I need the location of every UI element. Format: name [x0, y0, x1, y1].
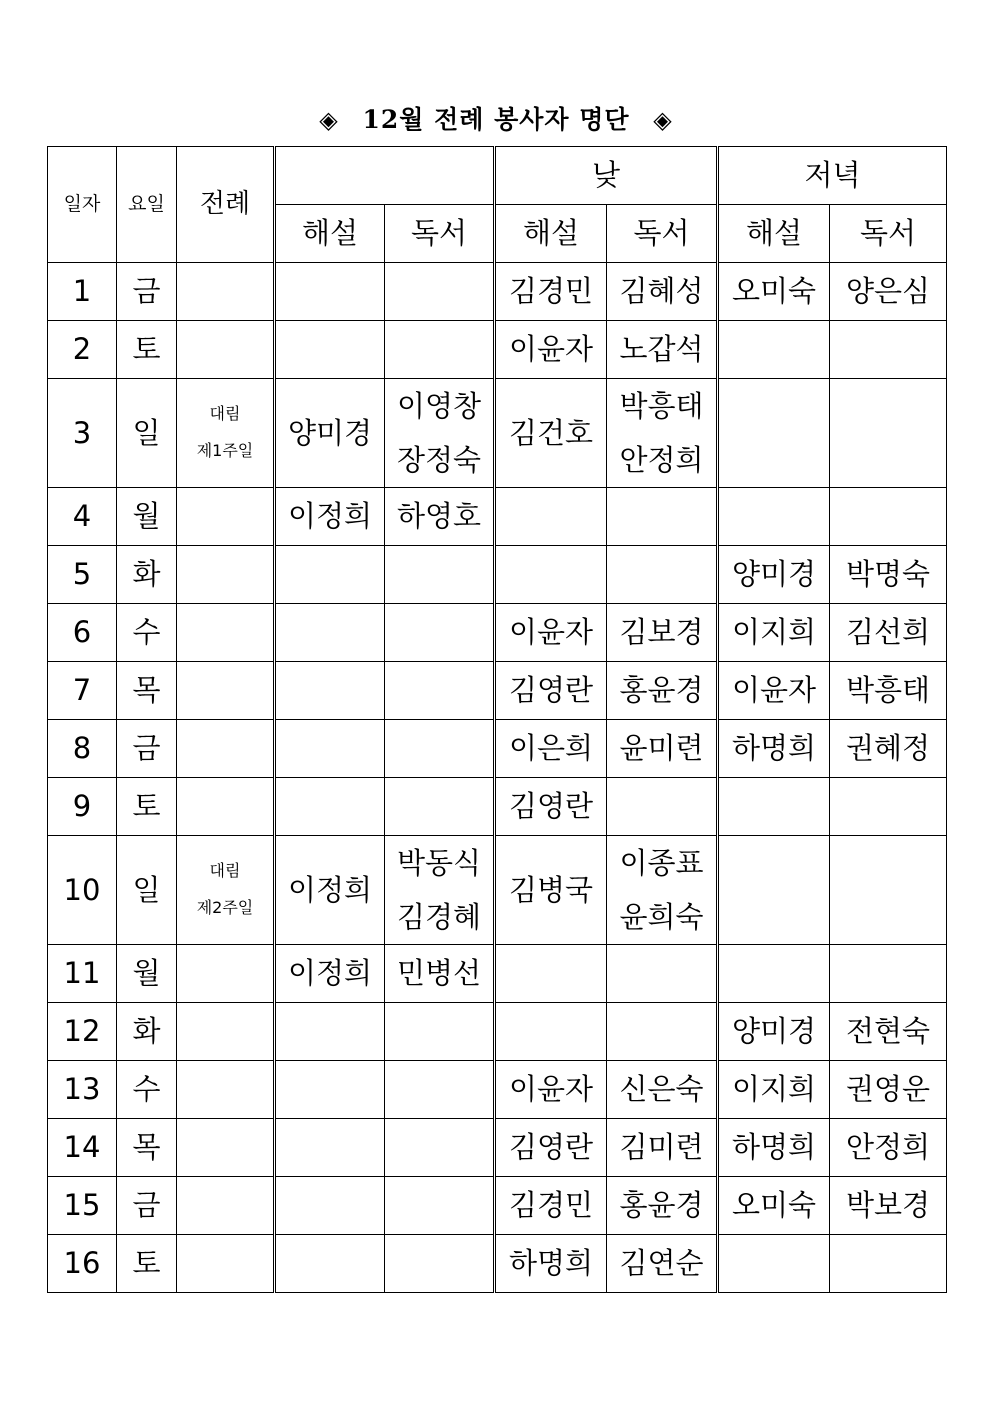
cell-day-reading: 윤미련: [607, 720, 718, 778]
cell-day: 15: [48, 1177, 117, 1235]
cell-day: 1: [48, 263, 117, 321]
cell-line: 김경혜: [396, 900, 482, 934]
cell-day-reading: [607, 778, 718, 836]
cell-liturgy: [177, 321, 275, 379]
cell-day-reading: [607, 488, 718, 546]
cell-evening-reading: 안정희: [830, 1119, 947, 1177]
cell-weekday: 토: [117, 1235, 177, 1293]
cell-weekday: 금: [117, 1177, 177, 1235]
cell-liturgy-reading: [385, 1235, 495, 1293]
cell-weekday: 월: [117, 945, 177, 1003]
cell-liturgy-reading: [385, 778, 495, 836]
diamond-marker-left: ◈: [319, 106, 339, 134]
cell-liturgy-commentary: [275, 604, 385, 662]
header-commentary: 해설: [495, 205, 607, 263]
cell-day-commentary: 김영란: [495, 662, 607, 720]
cell-evening-reading: [830, 945, 947, 1003]
cell-liturgy-reading: [385, 836, 495, 945]
header-daytime: 낮: [495, 147, 718, 205]
cell-liturgy-commentary: 이정희: [275, 836, 385, 945]
cell-liturgy-commentary: [275, 1177, 385, 1235]
cell-liturgy: [177, 720, 275, 778]
cell-evening-commentary: [718, 778, 830, 836]
cell-day-reading: [607, 836, 718, 945]
cell-liturgy-commentary: [275, 321, 385, 379]
cell-day: 4: [48, 488, 117, 546]
cell-evening-reading: [830, 488, 947, 546]
cell-evening-commentary: [718, 321, 830, 379]
cell-evening-reading: [830, 321, 947, 379]
cell-day: 12: [48, 1003, 117, 1061]
cell-liturgy-commentary: [275, 546, 385, 604]
cell-day: 5: [48, 546, 117, 604]
cell-liturgy: [177, 1235, 275, 1293]
cell-day-reading: 노갑석: [607, 321, 718, 379]
cell-liturgy-commentary: [275, 1119, 385, 1177]
cell-weekday: 목: [117, 662, 177, 720]
cell-line: 윤희숙: [619, 900, 704, 934]
table-row: [48, 488, 947, 546]
cell-weekday: 화: [117, 546, 177, 604]
cell-liturgy-reading: [385, 604, 495, 662]
cell-line: 제2주일: [196, 898, 254, 917]
cell-day-reading: 김연순: [607, 1235, 718, 1293]
cell-day-reading: 신은숙: [607, 1061, 718, 1119]
cell-day-commentary: 김영란: [495, 1119, 607, 1177]
cell-liturgy: [177, 1003, 275, 1061]
cell-weekday: 수: [117, 604, 177, 662]
cell-line: 박흥태: [619, 389, 704, 423]
cell-evening-reading: 권혜정: [830, 720, 947, 778]
cell-evening-reading: 박흥태: [830, 662, 947, 720]
cell-day: 14: [48, 1119, 117, 1177]
table-row: [48, 945, 947, 1003]
cell-liturgy-commentary: 이정희: [275, 488, 385, 546]
cell-day-commentary: 이은희: [495, 720, 607, 778]
cell-evening-commentary: 오미숙: [718, 1177, 830, 1235]
cell-evening-commentary: 오미숙: [718, 263, 830, 321]
header-reading: 독서: [830, 205, 947, 263]
cell-day: 16: [48, 1235, 117, 1293]
cell-evening-reading: 권영운: [830, 1061, 947, 1119]
table-row: [48, 321, 947, 379]
cell-day-reading: 김보경: [607, 604, 718, 662]
cell-line: 제1주일: [196, 441, 254, 460]
cell-day: 9: [48, 778, 117, 836]
cell-liturgy: [177, 662, 275, 720]
header-reading: 독서: [385, 205, 495, 263]
cell-liturgy: [177, 778, 275, 836]
cell-day: 11: [48, 945, 117, 1003]
cell-evening-reading: 양은심: [830, 263, 947, 321]
cell-day-commentary: 김경민: [495, 1177, 607, 1235]
cell-day-commentary: 하명희: [495, 1235, 607, 1293]
cell-line: 장정숙: [396, 443, 482, 477]
cell-day: 8: [48, 720, 117, 778]
cell-liturgy: [177, 488, 275, 546]
cell-liturgy: [177, 1177, 275, 1235]
cell-evening-commentary: [718, 379, 830, 488]
cell-liturgy: [177, 546, 275, 604]
cell-day-commentary: 이윤자: [495, 604, 607, 662]
cell-day-reading: 김혜성: [607, 263, 718, 321]
cell-weekday: 금: [117, 720, 177, 778]
cell-day-commentary: 김경민: [495, 263, 607, 321]
cell-evening-commentary: 양미경: [718, 1003, 830, 1061]
cell-line: 이종표: [619, 846, 704, 880]
cell-liturgy: [177, 945, 275, 1003]
cell-line: 대림: [209, 404, 241, 424]
cell-day: 3: [48, 379, 117, 488]
diamond-marker-right: ◈: [653, 106, 673, 134]
cell-liturgy-commentary: [275, 263, 385, 321]
cell-evening-reading: [830, 836, 947, 945]
cell-weekday: 토: [117, 778, 177, 836]
cell-line: 이영창: [396, 389, 482, 423]
cell-liturgy-reading: [385, 1177, 495, 1235]
cell-evening-reading: [830, 1235, 947, 1293]
header-commentary: 해설: [275, 205, 385, 263]
cell-evening-reading: 김선희: [830, 604, 947, 662]
table-row: [48, 662, 947, 720]
roster-table: [47, 146, 947, 1293]
cell-liturgy-commentary: [275, 1003, 385, 1061]
table-row: [48, 836, 947, 945]
cell-liturgy-reading: [385, 1119, 495, 1177]
cell-day-reading: [607, 945, 718, 1003]
cell-evening-commentary: 이지희: [718, 604, 830, 662]
table-row: [48, 546, 947, 604]
table-row: [48, 604, 947, 662]
cell-evening-commentary: [718, 1235, 830, 1293]
cell-evening-commentary: 양미경: [718, 546, 830, 604]
cell-weekday: 수: [117, 1061, 177, 1119]
cell-day: 13: [48, 1061, 117, 1119]
cell-day: 10: [48, 836, 117, 945]
table-row: [48, 1177, 947, 1235]
cell-evening-commentary: [718, 945, 830, 1003]
table-row: [48, 379, 947, 488]
cell-evening-reading: [830, 379, 947, 488]
cell-evening-commentary: 하명희: [718, 720, 830, 778]
cell-liturgy: [177, 1119, 275, 1177]
cell-day-commentary: [495, 945, 607, 1003]
header-evening: 저녁: [718, 147, 947, 205]
table-row: [48, 1061, 947, 1119]
cell-weekday: 토: [117, 321, 177, 379]
cell-line: 안정희: [619, 443, 704, 477]
cell-liturgy-commentary: [275, 662, 385, 720]
cell-day-reading: 홍윤경: [607, 1177, 718, 1235]
cell-liturgy-reading: [385, 662, 495, 720]
cell-day-commentary: [495, 488, 607, 546]
cell-evening-reading: 전현숙: [830, 1003, 947, 1061]
cell-liturgy-reading: 민병선: [385, 945, 495, 1003]
cell-liturgy: [177, 836, 275, 945]
title-text: 12월 전례 봉사자 명단: [362, 105, 630, 134]
cell-liturgy: [177, 604, 275, 662]
cell-weekday: 금: [117, 263, 177, 321]
table-row: [48, 1235, 947, 1293]
cell-liturgy-reading: [385, 263, 495, 321]
cell-day-reading: 김미련: [607, 1119, 718, 1177]
cell-liturgy-reading: 하영호: [385, 488, 495, 546]
cell-evening-reading: [830, 778, 947, 836]
cell-evening-commentary: 하명희: [718, 1119, 830, 1177]
header-day: 일자: [48, 147, 117, 263]
table-row: [48, 778, 947, 836]
cell-liturgy: [177, 379, 275, 488]
cell-day-commentary: [495, 1003, 607, 1061]
cell-weekday: 월: [117, 488, 177, 546]
cell-day-commentary: 이윤자: [495, 1061, 607, 1119]
cell-evening-commentary: [718, 836, 830, 945]
cell-evening-reading: 박보경: [830, 1177, 947, 1235]
cell-day-commentary: [495, 546, 607, 604]
cell-liturgy-reading: [385, 321, 495, 379]
cell-day: 6: [48, 604, 117, 662]
cell-weekday: 일: [117, 836, 177, 945]
cell-liturgy-reading: [385, 379, 495, 488]
cell-liturgy-reading: [385, 720, 495, 778]
cell-evening-commentary: 이지희: [718, 1061, 830, 1119]
table-row: [48, 1003, 947, 1061]
cell-line: 박동식: [396, 846, 482, 880]
cell-weekday: 목: [117, 1119, 177, 1177]
page-title: [0, 100, 992, 136]
cell-evening-commentary: 이윤자: [718, 662, 830, 720]
cell-day-commentary: 김영란: [495, 778, 607, 836]
cell-evening-reading: 박명숙: [830, 546, 947, 604]
cell-day-reading: [607, 1003, 718, 1061]
cell-liturgy: [177, 263, 275, 321]
cell-liturgy-commentary: [275, 1061, 385, 1119]
cell-day-reading: 홍윤경: [607, 662, 718, 720]
cell-day-commentary: 이윤자: [495, 321, 607, 379]
cell-day-commentary: 김병국: [495, 836, 607, 945]
cell-liturgy-commentary: [275, 720, 385, 778]
header-row-1: [48, 147, 947, 205]
cell-liturgy: [177, 1061, 275, 1119]
cell-day-reading: [607, 379, 718, 488]
header-weekday: 요일: [117, 147, 177, 263]
cell-liturgy-reading: [385, 546, 495, 604]
cell-day: 7: [48, 662, 117, 720]
cell-weekday: 화: [117, 1003, 177, 1061]
cell-liturgy-reading: [385, 1061, 495, 1119]
cell-line: 대림: [209, 861, 241, 881]
table-row: [48, 720, 947, 778]
cell-liturgy-commentary: [275, 778, 385, 836]
table-row: [48, 1119, 947, 1177]
cell-weekday: 일: [117, 379, 177, 488]
table-row: [48, 263, 947, 321]
cell-liturgy-commentary: 양미경: [275, 379, 385, 488]
header-liturgy-blank: [275, 147, 495, 205]
cell-day-reading: [607, 546, 718, 604]
roster-body: [48, 263, 947, 1293]
header-reading: 독서: [607, 205, 718, 263]
cell-liturgy-commentary: 이정희: [275, 945, 385, 1003]
header-liturgy: 전례: [177, 147, 275, 263]
cell-liturgy-commentary: [275, 1235, 385, 1293]
cell-day: 2: [48, 321, 117, 379]
cell-evening-commentary: [718, 488, 830, 546]
cell-day-commentary: 김건호: [495, 379, 607, 488]
cell-liturgy-reading: [385, 1003, 495, 1061]
header-commentary: 해설: [718, 205, 830, 263]
